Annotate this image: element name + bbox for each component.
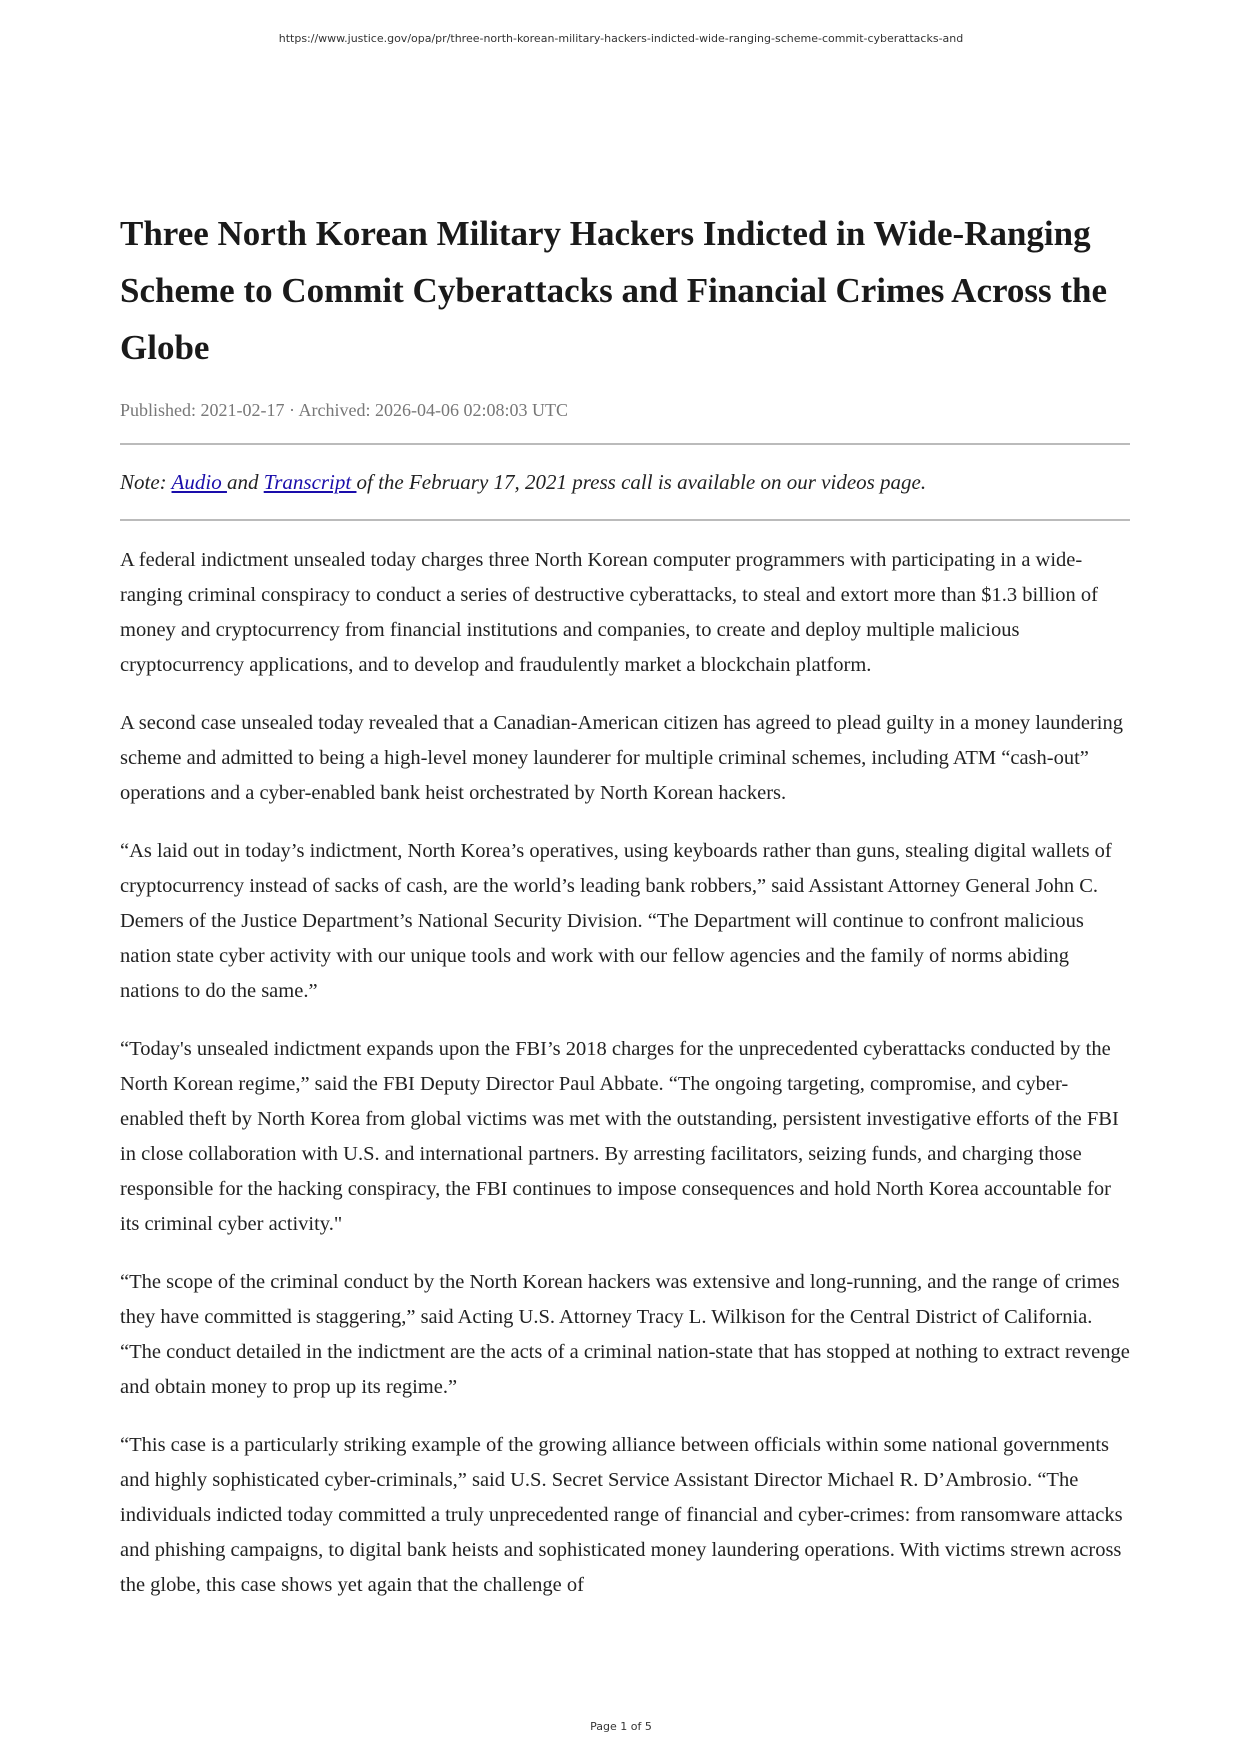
note-and: and bbox=[226, 470, 264, 494]
paragraph: A second case unsealed today revealed that a Canadian-American citizen has agreed to plead guilty in a money laundering scheme and admitted to being a high-level money launderer for multiple criminal schemes, including ATM “cash-out” operations and a cyber-enabled bank heist orchestrated by North Korean hackers. bbox=[120, 712, 1123, 804]
note-prefix: Note: bbox=[120, 470, 172, 494]
transcript-link[interactable]: Transcript bbox=[263, 470, 357, 494]
divider-bottom bbox=[120, 519, 1130, 521]
paragraph: “As laid out in today’s indictment, North Korea’s operatives, using keyboards rather than guns, stealing digital wallets of cryptocurrency instead of sacks of cash, are the world’s leading bank robbers,” said Assistant Attorney General John C. Demers of the Justice Department’s National Security Division. “The Department will continue to confront malicious nation state cyber activity with our unique tools and work with our fellow agencies and the family of norms abiding nations to do the same.” bbox=[120, 840, 1112, 1002]
audio-link[interactable]: Audio bbox=[171, 470, 227, 494]
paragraph: “Today's unsealed indictment expands upon the FBI’s 2018 charges for the unprecedented cyberattacks conducted by the North Korean regime,” said the FBI Deputy Director Paul Abbate. “The ongoing targeting, compromise, and cyber-enabled theft by North Korea from global victims was met with the outstanding, persistent investigative efforts of the FBI in close collaboration with U.S. and international partners. By arresting facilitators, seizing funds, and charging those responsible for the hacking conspiracy, the FBI continues to impose consequences and hold North Korea accountable for its criminal cyber activity." bbox=[120, 1038, 1119, 1235]
article-body bbox=[120, 543, 1130, 1603]
paragraph: “This case is a particularly striking example of the growing alliance between officials within some national governments and highly sophisticated cyber-criminals,” said U.S. Secret Service Assistant Director Michael R. D’Ambrosio. “The individuals indicted today committed a truly unprecedented range of financial and cyber-crimes: from ransomware attacks and phishing campaigns, to digital bank heists and sophisticated money laundering operations. With victims strewn across the globe, this case shows yet again that the challenge of bbox=[120, 1434, 1123, 1596]
paragraph: A federal indictment unsealed today charges three North Korean computer programmers with participating in a wide-ranging criminal conspiracy to conduct a series of destructive cyberattacks, to steal and extort more than $1.3 billion of money and cryptocurrency from financial institutions and companies, to create and deploy multiple malicious cryptocurrency applications, and to develop and fraudulently market a blockchain platform. bbox=[120, 549, 1098, 676]
publish-meta: Published: 2021-02-17 · Archived: 2026-04-06 02:08:03 UTC bbox=[120, 400, 568, 420]
paragraph: “The scope of the criminal conduct by the North Korean hackers was extensive and long-running, and the range of crimes they have committed is staggering,” said Acting U.S. Attorney Tracy L. Wilkison for the Central District of California. “The conduct detailed in the indictment are the acts of a criminal nation-state that has stopped at nothing to extract revenge and obtain money to prop up its regime.” bbox=[120, 1271, 1130, 1398]
article bbox=[120, 205, 1130, 1626]
note-suffix: of the February 17, 2021 press call is available on our videos page. bbox=[356, 470, 927, 494]
article-title: Three North Korean Military Hackers Indicted in Wide-Ranging Scheme to Commit Cyberattacks and Financial Crimes Across the Globe bbox=[120, 214, 1108, 367]
page-header-url: https://www.justice.gov/opa/pr/three-north-korean-military-hackers-indicted-wide-ranging-scheme-commit-cyberattacks-and bbox=[278, 32, 964, 45]
page-number: Page 1 of 5 bbox=[590, 1720, 652, 1733]
press-call-note bbox=[120, 445, 1130, 519]
